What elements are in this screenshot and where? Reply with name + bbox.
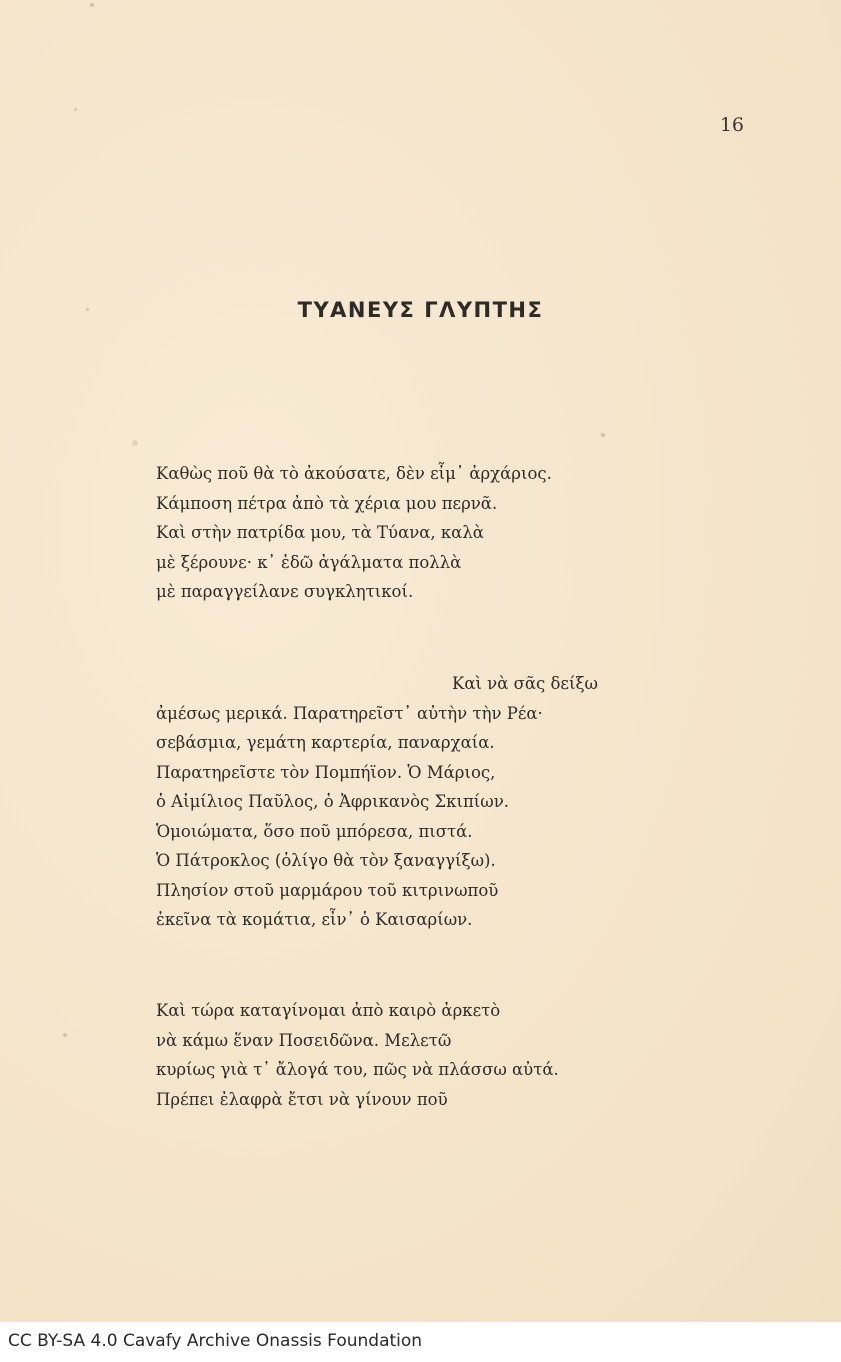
stanza-2 bbox=[156, 669, 598, 935]
paper-speck bbox=[74, 108, 77, 111]
poem-line: Ὁ Πάτροκλος (ὀλίγο θὰ τὸν ξαναγγίξω). bbox=[156, 851, 496, 870]
poem-line: μὲ παραγγείλανε συγκλητικοί. bbox=[156, 582, 414, 601]
poem-line: Καὶ στὴν πατρίδα μου, τὰ Τύανα, καλὰ bbox=[156, 523, 484, 542]
stanza-3 bbox=[156, 996, 559, 1114]
license-footer: CC BY-SA 4.0 Cavafy Archive Onassis Foundation bbox=[8, 1331, 423, 1351]
poem-line: ἀμέσως μερικά. Παρατηρεῖστ᾽ αὐτὴν τὴν Ρέα· bbox=[156, 703, 543, 723]
poem-line: ὁ Αἰμίλιος Παῦλος, ὁ Ἀφρικανὸς Σκιπίων. bbox=[156, 792, 510, 811]
poem-line: Καὶ τώρα καταγίνομαι ἀπὸ καιρὸ ἀρκετὸ bbox=[156, 1001, 501, 1020]
poem-line: μὲ ξέρουνε· κ᾽ ἐδῶ ἀγάλματα πολλὰ bbox=[156, 552, 462, 572]
poem-title: ΤΥΑΝΕΥΣ ΓΛΥΠΤΗΣ bbox=[297, 298, 544, 322]
poem-line: Παρατηρεῖστε τὸν Πομπήϊον. Ὁ Μάριος, bbox=[156, 762, 496, 782]
paper-speck bbox=[63, 1033, 67, 1037]
stanza-1 bbox=[156, 459, 552, 607]
poem-line: Πρέπει ἐλαφρὰ ἔτσι νὰ γίνουν ποῦ bbox=[156, 1089, 448, 1109]
poem-line: Κάμποση πέτρα ἀπὸ τὰ χέρια μου περνᾶ. bbox=[156, 493, 498, 513]
poem-line: Καὶ νὰ σᾶς δείξω bbox=[452, 674, 598, 693]
poem-line: σεβάσμια, γεμάτη καρτερία, παναρχαία. bbox=[156, 733, 495, 752]
poem-line: νὰ κάμω ἕναν Ποσειδῶνα. Μελετῶ bbox=[156, 1030, 452, 1050]
paper-speck bbox=[132, 440, 138, 446]
paper-speck bbox=[90, 3, 94, 7]
poem-line: κυρίως γιὰ τ᾽ ἄλογά του, πῶς νὰ πλάσσω αὐτά. bbox=[156, 1060, 559, 1079]
poem-line: Καθὼς ποῦ θὰ τὸ ἀκούσατε, δὲν εἶμ᾽ ἀρχάριος. bbox=[156, 464, 552, 483]
poem-line: ἐκεῖνα τὰ κομάτια, εἶν᾽ ὁ Καισαρίων. bbox=[156, 910, 473, 929]
poem-line: Πλησίον στοῦ μαρμάρου τοῦ κιτρινωποῦ bbox=[156, 880, 499, 900]
paper-speck bbox=[601, 433, 605, 437]
poem-line: Ὁμοιώματα, ὅσο ποῦ μπόρεσα, πιστά. bbox=[156, 821, 473, 841]
page-number: 16 bbox=[719, 114, 744, 136]
